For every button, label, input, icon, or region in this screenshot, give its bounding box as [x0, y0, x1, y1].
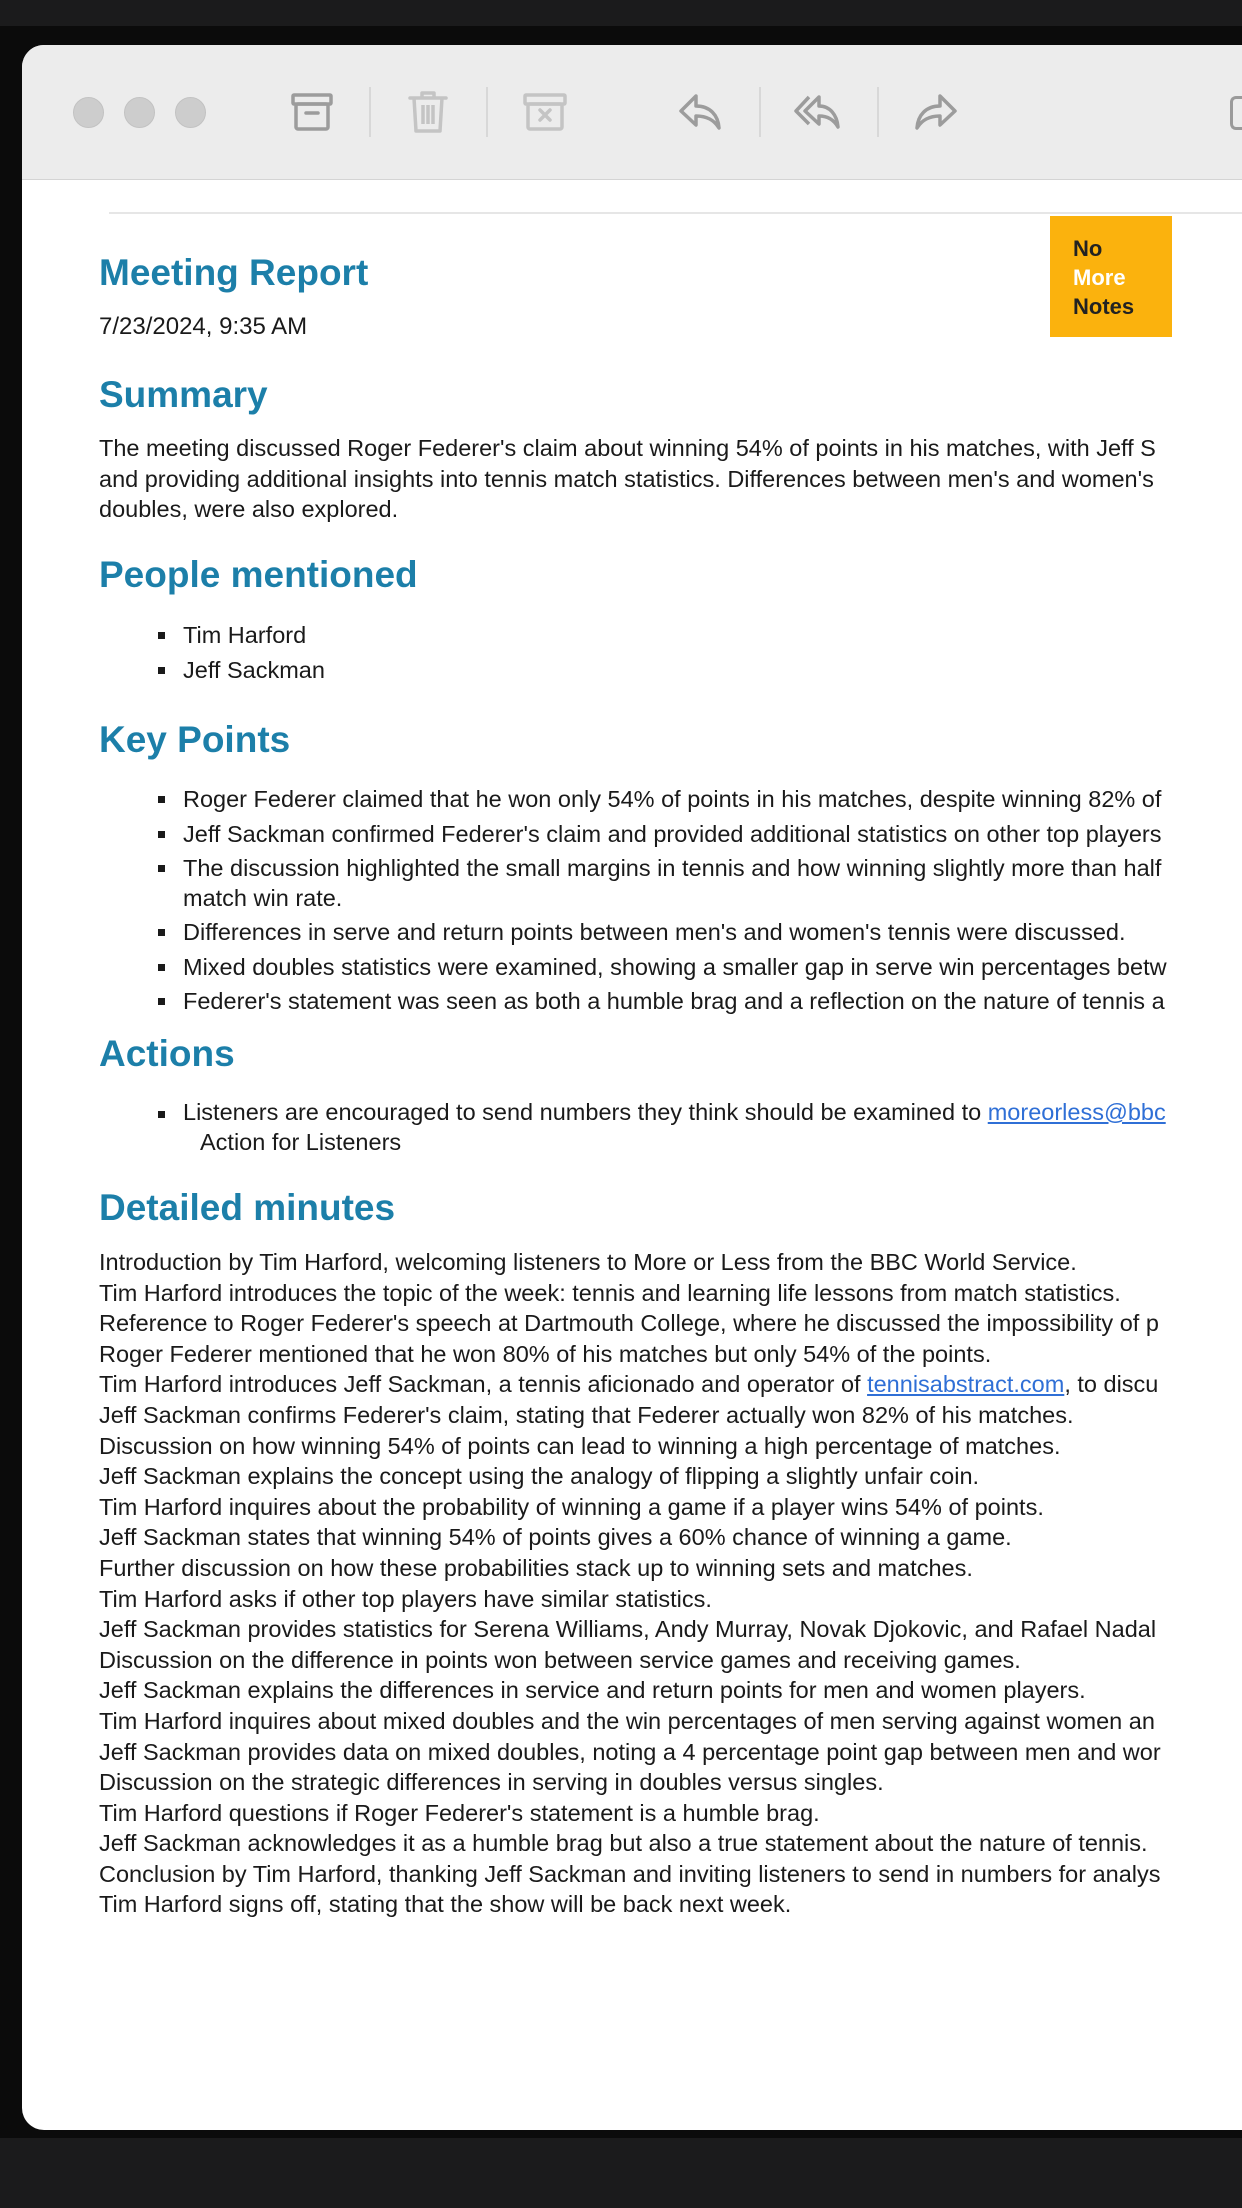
minute-line: Jeff Sackman explains the differences in service and return points for men and women players.: [99, 1677, 1086, 1704]
actions-heading: Actions: [99, 1033, 235, 1074]
summary-text: The meeting discussed Roger Federer's claim about winning 54% of points in his matches, with Jeff S and providing additional insights into tennis match statistics. Differences between men's and women's doubles, were also explored.: [99, 435, 1156, 523]
minute-line: Tim Harford inquires about the probability of winning a game if a player wins 54% of points.: [99, 1493, 1044, 1520]
report-title: Meeting Report: [99, 252, 369, 293]
sticky-note: No More Notes: [1050, 216, 1172, 337]
minute-line: Discussion on the strategic differences in serving in doubles versus singles.: [99, 1769, 884, 1796]
list-item: Differences in serve and return points between men's and women's tennis were discussed.: [99, 915, 1167, 950]
minute-line: Jeff Sackman confirms Federer's claim, stating that Federer actually won 82% of his matches.: [99, 1401, 1074, 1428]
list-item: Roger Federer claimed that he won only 54% of points in his matches, despite winning 82% of: [99, 782, 1167, 817]
actions-list: [99, 1097, 1166, 1157]
people-heading: People mentioned: [99, 554, 418, 595]
minute-line: Introduction by Tim Harford, welcoming listeners to More or Less from the BBC World Service.: [99, 1249, 1077, 1275]
website-link[interactable]: tennisabstract.com: [867, 1371, 1065, 1398]
report-date: 7/23/2024, 9:35 AM: [99, 313, 308, 340]
people-list: [99, 618, 325, 687]
close-window-button[interactable]: [73, 97, 104, 128]
minute-line: Reference to Roger Federer's speech at Dartmouth College, where he discussed the impossibility of p: [99, 1310, 1159, 1337]
minute-line: Tim Harford signs off, stating that the show will be back next week.: [99, 1891, 792, 1918]
minute-line: Tim Harford questions if Roger Federer's statement is a humble brag.: [99, 1799, 820, 1826]
forward-button[interactable]: [906, 82, 966, 142]
key-points-heading: Key Points: [99, 719, 291, 760]
list-item: Tim Harford: [99, 618, 325, 653]
minute-line: Conclusion by Tim Harford, thanking Jeff Sackman and inviting listeners to send in numbers for analys: [99, 1860, 1161, 1887]
archive-icon: [288, 88, 336, 136]
minute-line: Roger Federer mentioned that he won 80% of his matches but only 54% of the points.: [99, 1340, 992, 1367]
minute-line: Discussion on the difference in points won between service games and receiving games.: [99, 1646, 1021, 1673]
reply-icon: [676, 88, 724, 136]
reply-all-icon: [793, 88, 841, 136]
minute-line: Jeff Sackman provides data on mixed doubles, noting a 4 percentage point gap between men and wor: [99, 1738, 1161, 1765]
minute-line: Further discussion on how these probabilities stack up to winning sets and matches.: [99, 1554, 973, 1581]
delete-button[interactable]: [398, 82, 458, 142]
minutes-heading: Detailed minutes: [99, 1187, 396, 1228]
message-body: [22, 180, 1242, 2130]
list-item: Mixed doubles statistics were examined, showing a smaller gap in serve win percentages betw: [99, 950, 1167, 985]
minutes-list: [99, 1247, 1161, 1920]
toolbar-overflow-icon[interactable]: [1230, 96, 1242, 130]
junk-button[interactable]: [515, 82, 575, 142]
reply-button[interactable]: [670, 82, 730, 142]
minute-line: Tim Harford introduces Jeff Sackman, a tennis aficionado and operator of tennisabstract.com, to discu: [99, 1371, 1159, 1398]
minute-line: Jeff Sackman states that winning 54% of points gives a 60% chance of winning a game.: [99, 1524, 1012, 1551]
zoom-window-button[interactable]: [175, 97, 206, 128]
summary-heading: Summary: [99, 374, 268, 415]
list-item: Jeff Sackman confirmed Federer's claim and provided additional statistics on other top players: [99, 817, 1167, 852]
minimize-window-button[interactable]: [124, 97, 155, 128]
action-item: Listeners are encouraged to send numbers they think should be examined to moreorless@bbc Action for Listeners: [99, 1097, 1166, 1157]
archive-button[interactable]: [282, 82, 342, 142]
list-item: Jeff Sackman: [99, 653, 325, 688]
mail-window: [22, 45, 1242, 2130]
junk-icon: [521, 88, 569, 136]
action-owner: Action for Listeners: [200, 1129, 402, 1155]
top-screen-bar: [0, 0, 1242, 26]
forward-icon: [912, 88, 960, 136]
trash-icon: [404, 88, 452, 136]
toolbar: [22, 45, 1242, 180]
minute-line: Discussion on how winning 54% of points can lead to winning a high percentage of matches.: [99, 1432, 1061, 1459]
minute-line: Jeff Sackman acknowledges it as a humble brag but also a true statement about the nature of tennis.: [99, 1830, 1148, 1857]
list-item: The discussion highlighted the small margins in tennis and how winning slightly more than half match win rate.: [99, 851, 1167, 915]
minute-line: Tim Harford introduces the topic of the week: tennis and learning life lessons from match statistics.: [99, 1279, 1121, 1306]
divider: [109, 212, 1242, 214]
reply-all-button[interactable]: [787, 82, 847, 142]
key-points-list: [99, 782, 1167, 1019]
minute-line: Tim Harford inquires about mixed doubles and the win percentages of men serving against women an: [99, 1707, 1155, 1734]
minute-line: Tim Harford asks if other top players have similar statistics.: [99, 1585, 712, 1612]
list-item: Federer's statement was seen as both a humble brag and a reflection on the nature of tennis a: [99, 984, 1167, 1019]
minute-line: Jeff Sackman explains the concept using the analogy of flipping a slightly unfair coin.: [99, 1463, 980, 1490]
email-link[interactable]: moreorless@bbc: [987, 1099, 1166, 1125]
bottom-screen-bar: [0, 2138, 1242, 2208]
minute-line: Jeff Sackman provides statistics for Serena Williams, Andy Murray, Novak Djokovic, and Rafael Nadal: [99, 1616, 1157, 1643]
